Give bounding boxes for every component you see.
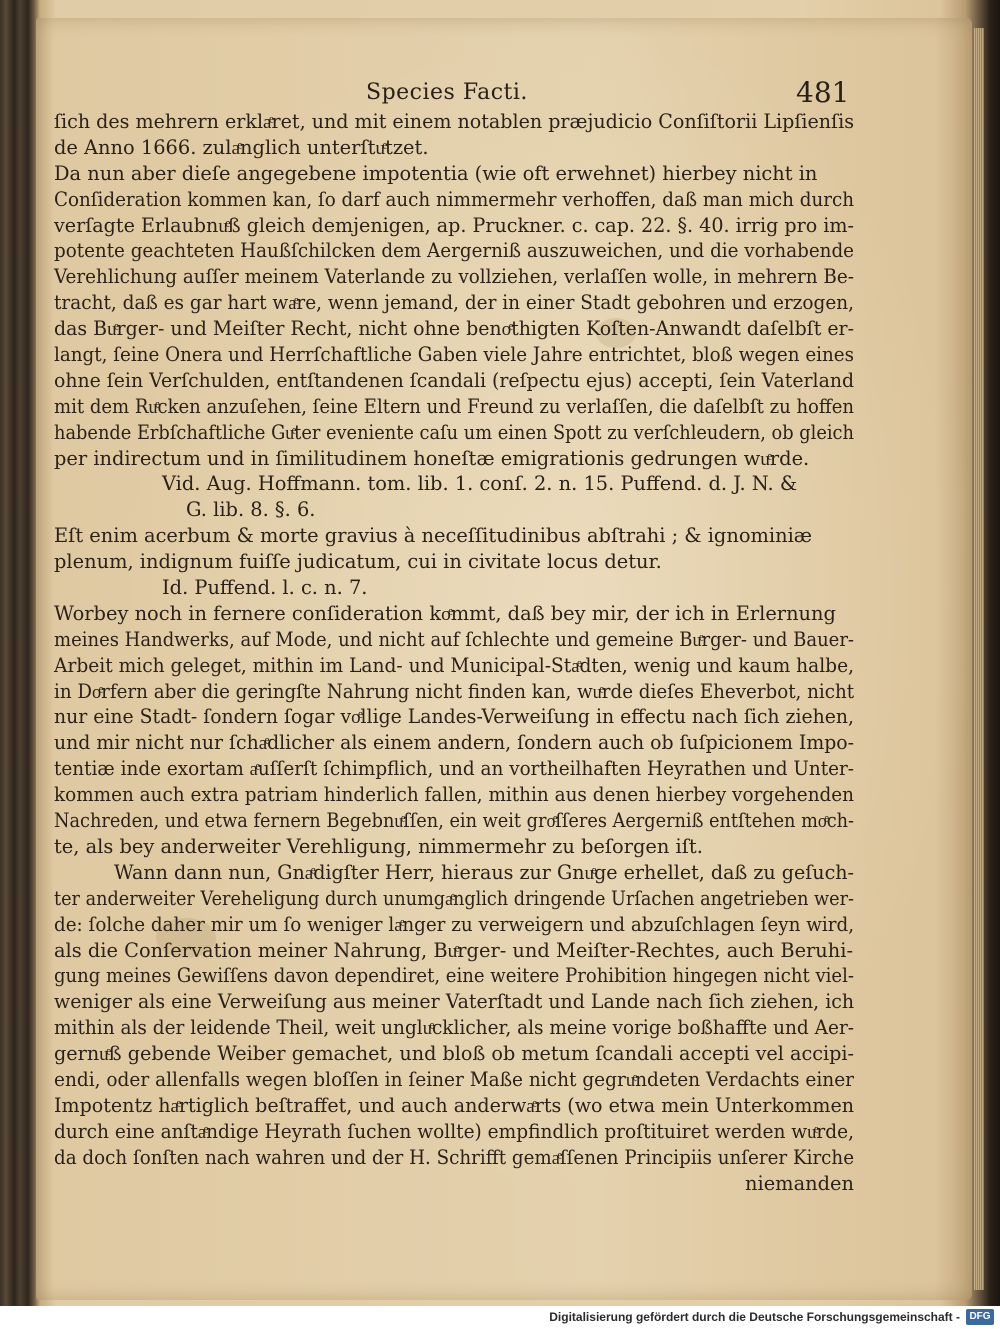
text-line: Da nun aber dieſe angegebene impotentia (wie oft erwehnet) hierbey nicht in xyxy=(54,161,818,185)
text-line: tentiæ inde exortam aͤuſſerſt ſchimpflich, und an vortheilhaften Heyrathen und Unter- xyxy=(54,757,855,781)
text-line: gernuͤß gebende Weiber gemachet, und bloß ob metum ſcandali accepti vel accipi- xyxy=(54,1042,855,1066)
citation-line: Id. Puffend. l. c. n. 7. xyxy=(162,576,368,600)
citation-line: Vid. Aug. Hoffmann. tom. lib. 1. conſ. 2. n. 15. Puffend. d. J. N. & xyxy=(162,472,798,496)
text-line: Verehlichung auſſer meinem Vaterlande zu vollziehen, verlaſſen wolle, in mehrern Be- xyxy=(54,265,854,289)
text-line: ſich des mehrern erklaͤret, und mit einem notablen præjudicio Conſiſtorii Lipſienſis xyxy=(54,110,854,133)
text-line: als die Conſervation meiner Nahrung, Buͤrger- und Meiſter-Rechtes, auch Beruhi- xyxy=(54,938,854,962)
text-line: ohne ſein Verſchulden, entſtandenen ſcandali (reſpectu ejus) accepti, ſein Vaterland xyxy=(54,368,855,392)
text-line: de: ſolche daher mir um ſo weniger laͤnger zu verweigern und abzuſchlagen ſeyn wird, xyxy=(54,912,855,936)
citation-line: G. lib. 8. §. 6. xyxy=(186,498,316,522)
text-line: Arbeit mich geleget, mithin im Land- und Municipal-Staͤdten, wenig und kaum halbe, xyxy=(54,653,855,677)
text-line: Nachreden, und etwa fernern Begebnuͤſſen, ein weit groͤſſeres Aergerniß entſtehen moͤch- xyxy=(54,809,855,833)
text-line: Wann dann nun, Gnaͤdigſter Herr, hieraus zur Gnuͤge erhellet, daß zu geſuch- xyxy=(114,860,855,884)
text-line: ter anderweiter Vereheligung durch unumgaͤnglich dringende Urſachen angetrieben wer- xyxy=(54,886,855,910)
text-line: mithin als der leidende Theil, weit ungluͤcklicher, als meine vorige boßhaffte und Aer- xyxy=(54,1016,855,1040)
page-header xyxy=(36,58,972,109)
text-line: per indirectum und in ſimilitudinem honeſtæ emigrationis gedrungen wuͤrde. xyxy=(54,446,810,470)
text-line: potente geachteten Haußſchilcken dem Aergerniß auszuweichen, und die vorhabende xyxy=(54,239,854,263)
text-body xyxy=(54,109,854,1196)
text-line: endi, oder allenfalls wegen bloſſen in ſeiner Maße nicht gegruͤndeten Verdachts einer xyxy=(54,1067,855,1091)
text-line: und mir nicht nur ſchaͤdlicher als einem andern, ſondern auch ob ſuſpicionem Impo- xyxy=(54,731,855,755)
text-line: meines Handwerks, auf Mode, und nicht auf ſchlechte und gemeine Buͤrger- und Bauer- xyxy=(54,627,855,651)
running-head: Species Facti. xyxy=(366,80,528,105)
text-line: in Doͤrfern aber die geringſte Nahrung nicht finden kan, wuͤrde dieſes Eheverbot, nicht xyxy=(54,679,855,703)
text-line: nur eine Stadt- ſondern ſogar voͤllige Landes-Verweiſung in effectu nach ſich ziehen, xyxy=(54,705,854,729)
catchword: niemanden xyxy=(745,1171,854,1195)
text-line: te, als bey anderweiter Verehligung, nimmermehr zu beſorgen iſt. xyxy=(54,834,703,858)
text-line: langt, ſeine Onera und Herrſchaftliche Gaben viele Jahre entrichtet, bloß wegen eines xyxy=(54,343,854,367)
text-line: Conſideration kommen kan, ſo darf auch nimmermehr verhoffen, daß man mich durch xyxy=(54,187,854,211)
text-line: kommen auch extra patriam hinderlich fallen, mithin aus denen hierbey vorgehenden xyxy=(54,783,855,807)
digitization-credit: Digitalisierung gefördert durch die Deutsche Forschungsgemeinschaft - xyxy=(549,1310,960,1324)
text-line: durch eine anſtaͤndige Heyrath ſuchen wollte) empfindlich proſtituiret werden wuͤrde, xyxy=(54,1119,855,1143)
text-line: Worbey noch in fernere conſideration koͤmmt, daß bey mir, der ich in Erlernung xyxy=(54,601,836,625)
text-line: de Anno 1666. zulaͤnglich unterſtuͤtzet. xyxy=(54,135,429,159)
text-line: mit dem Ruͤcken anzuſehen, ſeine Eltern und Freund zu verlaſſen, die daſelbſt zu hoffen xyxy=(54,394,855,418)
page-edges xyxy=(974,28,984,1290)
text-line: gung meines Gewiſſens davon dependiret, eine weitere Prohibition hingegen nicht viel- xyxy=(54,964,854,988)
text-line: habende Erbſchaftliche Guͤter eveniente caſu um einen Spott zu verſchleudern, ob gleich xyxy=(54,420,854,444)
text-line: weniger als eine Verweiſung aus meiner Vaterſtadt und Lande nach ſich ziehen, ich xyxy=(54,990,855,1014)
quote-line: Eſt enim acerbum & morte gravius à neceſſitudinibus abſtrahi ; & ignominiæ xyxy=(54,524,813,548)
text-line: verſagte Erlaubnuͤß gleich demjenigen, ap. Pruckner. c. cap. 22. §. 40. irrig pro im- xyxy=(54,213,854,237)
page-number: 481 xyxy=(796,76,850,109)
text-line: tracht, daß es gar hart waͤre, wenn jemand, der in einer Stadt gebohren und erzogen, xyxy=(54,291,855,315)
text-line: Impotentz haͤrtiglich beſtraffet, und auch anderwaͤrts (wo etwa mein Unterkommen xyxy=(54,1093,855,1117)
dfg-logo-icon: DFG xyxy=(966,1309,994,1325)
footer-bar xyxy=(0,1306,1000,1329)
quote-line: plenum, indignum fuiſſe judicatum, cui in civitate locus detur. xyxy=(54,550,662,574)
text-line: das Buͤrger- und Meiſter Recht, nicht ohne benoͤthigten Koſten-Anwandt daſelbſt er- xyxy=(54,317,854,341)
book-page xyxy=(36,18,972,1300)
text-line: da doch ſonſten nach wahren und der H. Schrifft gemaͤſſenen Principiis unſerer Kirche xyxy=(54,1145,855,1169)
